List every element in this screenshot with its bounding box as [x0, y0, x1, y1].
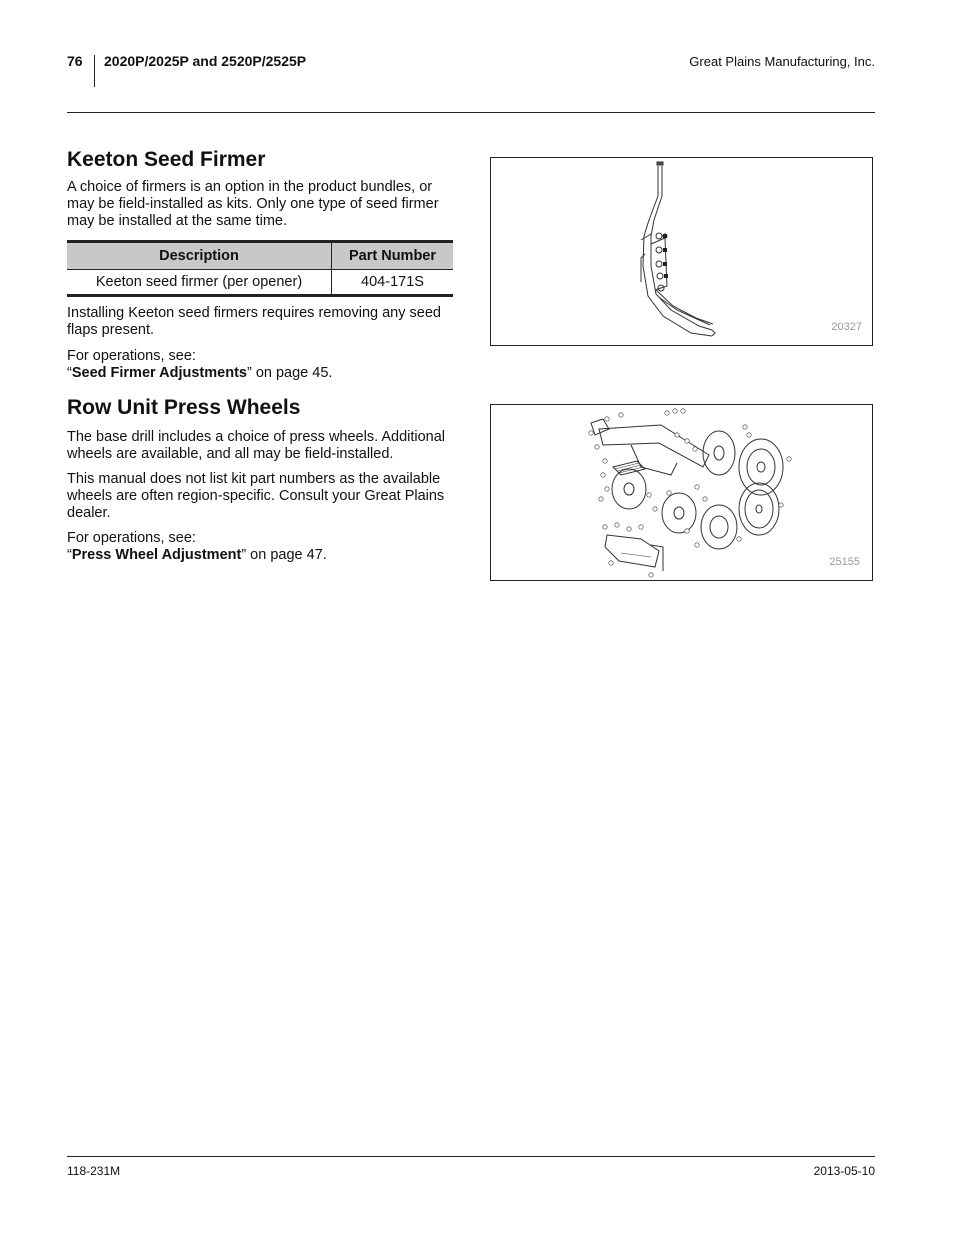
press-ops-ref — [67, 547, 453, 564]
page-ref: ” on page 47. — [241, 547, 327, 563]
footer-rule — [67, 1156, 875, 1157]
keeton-intro: A choice of firmers is an option in the product bundles, or may be field-installed as kits. Only one type of seed firmer may be installed at the same time. — [67, 179, 439, 229]
press-title: Row Unit Press Wheels — [67, 396, 301, 419]
figure-number: 20327 — [831, 321, 862, 333]
header-rule — [67, 112, 875, 113]
seed-firmer-figure — [490, 157, 873, 346]
manual-model: 2020P/2025P and 2520P/2525P — [104, 53, 307, 69]
page-ref: ” on page 45. — [246, 365, 333, 381]
company-name: Great Plains Manufacturing, Inc. — [689, 54, 875, 69]
figure-number: 25155 — [829, 556, 860, 568]
press-wheel-figure — [490, 404, 873, 581]
table-row — [67, 270, 453, 296]
press-section — [67, 396, 453, 564]
keeton-title: Keeton Seed Firmer — [67, 148, 266, 171]
cell-description: Keeton seed firmer (per opener) — [67, 270, 332, 296]
press-wheel-drawing — [491, 405, 872, 580]
keeton-ops-intro: For operations, see: — [67, 348, 196, 364]
keeton-note: Installing Keeton seed firmers requires removing any seed flaps present. — [67, 305, 441, 338]
keeton-ops-ref — [67, 365, 453, 382]
parts-table-header — [67, 242, 453, 270]
col-header-part-number: Part Number — [332, 242, 454, 270]
seed-firmer-drawing — [491, 158, 872, 345]
open-quote: “ — [67, 365, 72, 381]
publication-date: 2013-05-10 — [813, 1164, 875, 1178]
press-wheel-adjustment-link[interactable]: Press Wheel Adjustment — [71, 547, 242, 563]
open-quote: “ — [67, 547, 72, 563]
col-header-description: Description — [67, 242, 332, 270]
keeton-section — [67, 148, 453, 382]
press-p2: This manual does not list kit part numbers as the available wheels are often region-specific. Consult your Great Plains dealer. — [67, 471, 445, 521]
header-divider — [94, 55, 95, 87]
document-number: 118-231M — [67, 1164, 121, 1178]
page-number: 76 — [67, 53, 83, 69]
seed-firmer-adjustments-link[interactable]: Seed Firmer Adjustments — [71, 365, 247, 381]
press-p1: The base drill includes a choice of press wheels. Additional wheels are available, and all may be field-installed. — [67, 429, 446, 462]
cell-part-number: 404-171S — [332, 270, 454, 296]
press-ops-intro: For operations, see: — [67, 530, 196, 546]
parts-table — [67, 240, 453, 297]
